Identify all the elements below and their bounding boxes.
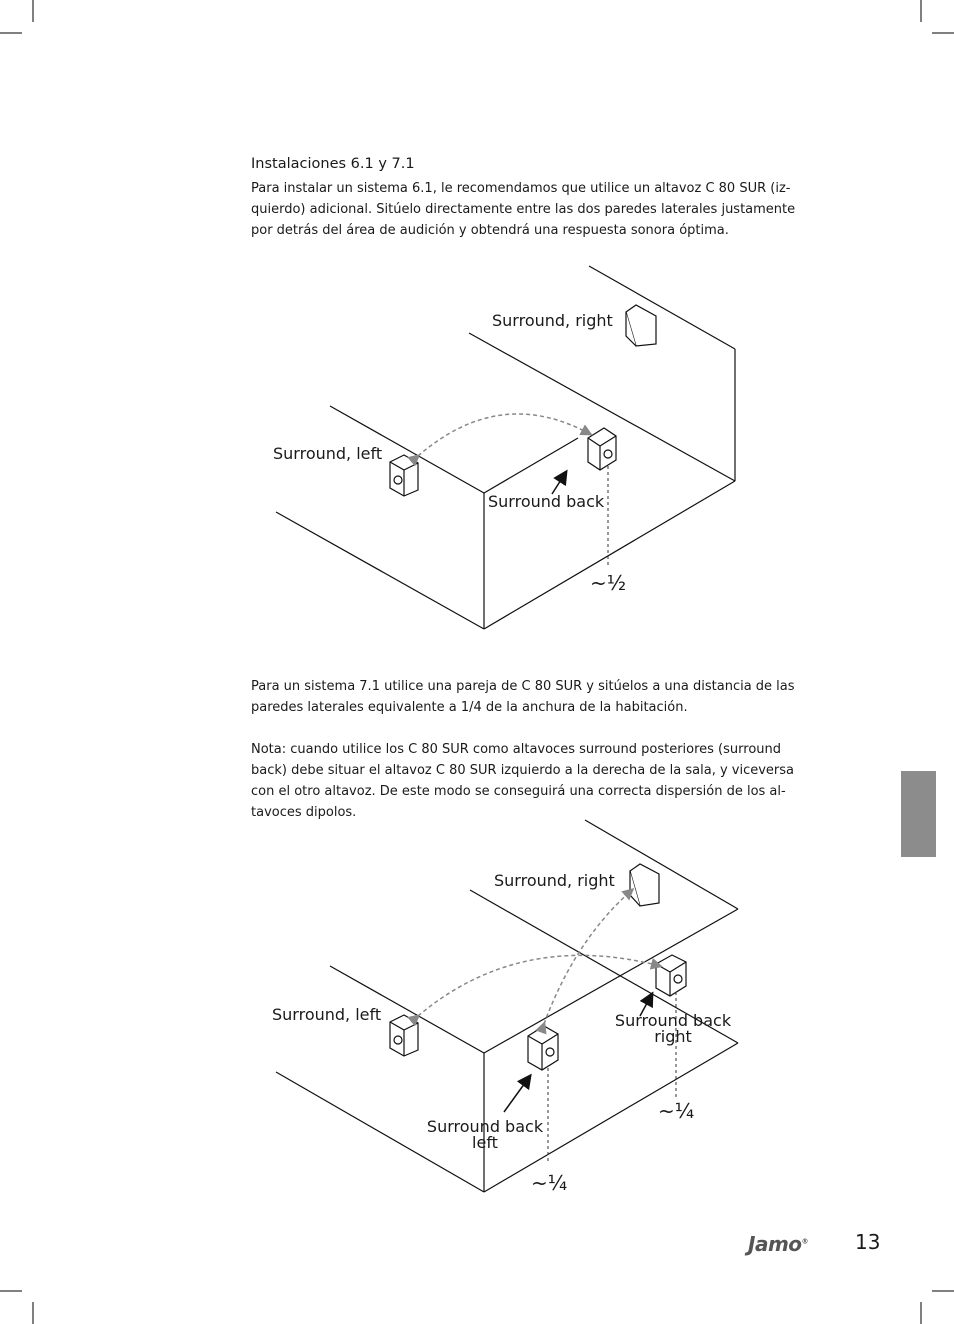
speaker-surround-back-icon — [588, 428, 616, 470]
label-surround-back-left: Surround back — [426, 1117, 544, 1136]
speaker-surround-back-right-icon — [656, 955, 686, 996]
text-line: por detrás del área de audición y obtendrá una respuesta sonora óptima. — [251, 223, 729, 238]
label-surround-left: Surround, left — [273, 444, 383, 463]
diagram-6-1 — [0, 0, 954, 660]
speaker-surround-right-icon — [626, 305, 656, 346]
label-fraction-quarter-right: ~¼ — [658, 1099, 695, 1123]
brand-logo — [748, 1232, 808, 1256]
label-fraction-half: ~½ — [590, 571, 627, 595]
text-line: con el otro altavoz. De este modo se conseguirá una correcta dispersión de los al- — [251, 784, 786, 799]
label-surround-right: Surround, right — [494, 871, 615, 890]
text-line: quierdo) adicional. Sitúelo directamente entre las dos paredes laterales justamente — [251, 202, 796, 217]
diagram-7-1 — [0, 800, 954, 1210]
label-fraction-quarter-left: ~¼ — [531, 1171, 568, 1195]
label-surround-left: Surround, left — [272, 1005, 382, 1024]
speaker-surround-left-icon — [390, 455, 418, 496]
label-surround-back-right-2: right — [654, 1027, 692, 1046]
pointer-arrow — [552, 472, 566, 494]
text-line: back) debe situar el altavoz C 80 SUR izquierdo a la derecha de la sala, y viceversa — [251, 763, 795, 778]
label-surround-back: Surround back — [488, 492, 605, 511]
logo-text: Jamo — [748, 1232, 802, 1256]
logo-registered-mark: ® — [801, 1237, 809, 1246]
text-line: Para instalar un sistema 6.1, le recomendamos que utilice un altavoz C 80 SUR (iz- — [251, 181, 791, 196]
dispersion-arc — [418, 414, 590, 456]
label-surround-back-left-2: left — [472, 1133, 498, 1152]
dispersion-arc-left — [418, 955, 660, 1016]
label-surround-back-right: Surround back — [614, 1011, 732, 1030]
text-line: tavoces dipolos. — [251, 805, 357, 820]
text-line: paredes laterales equivalente a 1/4 de la anchura de la habitación. — [251, 700, 688, 715]
section-heading: Instalaciones 6.1 y 7.1 — [251, 156, 415, 172]
paragraph-7-1 — [251, 676, 795, 718]
speaker-surround-left-icon — [390, 1015, 418, 1056]
speaker-surround-back-left-icon — [528, 1026, 558, 1070]
text-line: Para un sistema 7.1 utilice una pareja de C 80 SUR y sitúelos a una distancia de las — [251, 679, 795, 694]
speaker-surround-right-icon — [630, 864, 659, 906]
pointer-arrow-left — [504, 1076, 530, 1112]
label-surround-right: Surround, right — [492, 311, 613, 330]
page-number: 13 — [855, 1230, 881, 1254]
text-line: Nota: cuando utilice los C 80 SUR como altavoces surround posteriores (surround — [251, 742, 782, 757]
